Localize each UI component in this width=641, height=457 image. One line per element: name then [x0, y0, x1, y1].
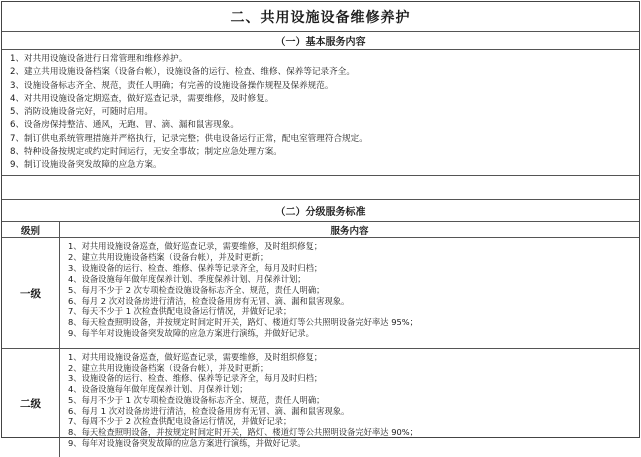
- list-item: 2、建立共用设施设备档案（设备台帐），并及时更新；: [68, 362, 269, 373]
- spacer-row: [2, 176, 639, 200]
- list-item: 8、每天检查照明设备，并按规定时间定时开关，路灯、楼道灯等公共照明设备完好率达 90%；: [68, 426, 418, 437]
- level-column-header: 级别: [2, 222, 60, 237]
- table-row-tier-1: [2, 238, 639, 349]
- list-item: 6、每月 2 次对设备房进行清洁，检查设备用房有无冒、滴、漏和鼠害现象。: [68, 295, 350, 306]
- list-item: 1、对共用设施设备进行日常管理和维修养护。: [10, 54, 188, 64]
- tier-level-label: 一级: [2, 238, 60, 348]
- content-column-header: 服务内容: [330, 225, 369, 237]
- list-item: 5、每月不少于 1 次专项检查设施设备标志齐全、规范，责任人明确；: [68, 394, 325, 405]
- list-item: 8、每天检查照明设备，并按规定时间定时开关，路灯、楼道灯等公共照明设备完好率达 95%；: [68, 317, 418, 328]
- list-item: 9、每半年对设施设备突发故障的应急方案进行演练，并做好记录。: [68, 328, 314, 339]
- list-item: 1、对共用设施设备巡查，做好巡查记录，需要维修，及时组织修复；: [68, 352, 323, 362]
- list-item: 5、消防设施设备完好，可随时启用。: [10, 107, 153, 118]
- list-item: 6、每月 1 次对设备房进行清洁，检查设备用房有无冒、滴、漏和鼠害现象。: [68, 405, 350, 416]
- basic-section-heading: （一）基本服务内容: [2, 32, 639, 50]
- list-item: 9、每年对设施设备突发故障的应急方案进行演练，并做好记录。: [68, 437, 306, 448]
- list-item: 9、制订设施设备突发故障的应急方案。: [10, 160, 162, 171]
- graded-section-heading: （二）分级服务标准: [2, 200, 639, 222]
- list-item: 4、设备设施每年做年度保养计划、月保养计划；: [68, 384, 248, 395]
- list-item: 2、建立共用设施设备档案（设备台帐），设施设备的运行、检查、维修、保养等记录齐全。: [10, 67, 355, 78]
- list-item: 4、对共用设施设备定期巡查，做好巡查记录，需要维修，及时修复。: [10, 93, 274, 104]
- tier-content-cell: [60, 349, 639, 457]
- list-item: 3、设施设备标志齐全、规范，责任人明确；有完善的设施设备操作规程及保养规范。: [10, 80, 334, 91]
- list-item: 6、设备房保持整洁、通风，无跑、冒、滴、漏和鼠害现象。: [10, 120, 239, 131]
- list-item: 4、设备设施每年做年度保养计划、季度保养计划、月保养计划；: [68, 273, 306, 284]
- list-item: 3、设施设备的运行、检查、维修、保养等记录齐全，每月及时归档；: [68, 262, 323, 273]
- basic-service-list: [2, 50, 639, 176]
- list-item: 2、建立共用设施设备档案（设备台帐），并及时更新；: [68, 251, 269, 262]
- list-item: 1、对共用设施设备巡查，做好巡查记录，需要维修，及时组织修复；: [68, 241, 323, 251]
- tier-level-label: 二级: [2, 349, 60, 457]
- table-row-tier-2: [2, 349, 639, 457]
- list-item: 7、每周不少于 2 次检查供配电设备运行情况，并做好记录；: [68, 416, 292, 427]
- list-item: 7、每天不少于 1 次检查供配电设备运行情况，并做好记录；: [68, 306, 292, 317]
- list-item: 8、特种设备按规定或约定时间运行，无安全事故；制定应急处理方案。: [10, 147, 282, 158]
- tier-content-cell: [60, 238, 639, 348]
- document-title: 二、共用设施设备维修养护: [2, 2, 639, 32]
- table-header-row: [2, 222, 639, 238]
- list-item: 3、设施设备的运行、检查、维修、保养等记录齐全，每月及时归档；: [68, 373, 323, 384]
- list-item: 5、每月不少于 2 次专项检查设施设备标志齐全、规范，责任人明确；: [68, 284, 325, 295]
- service-standard-table: [1, 1, 640, 448]
- list-item: 7、制订供电系统管理措施并严格执行，记录完整；供电设备运行正常，配电室管理符合规定。: [10, 133, 368, 144]
